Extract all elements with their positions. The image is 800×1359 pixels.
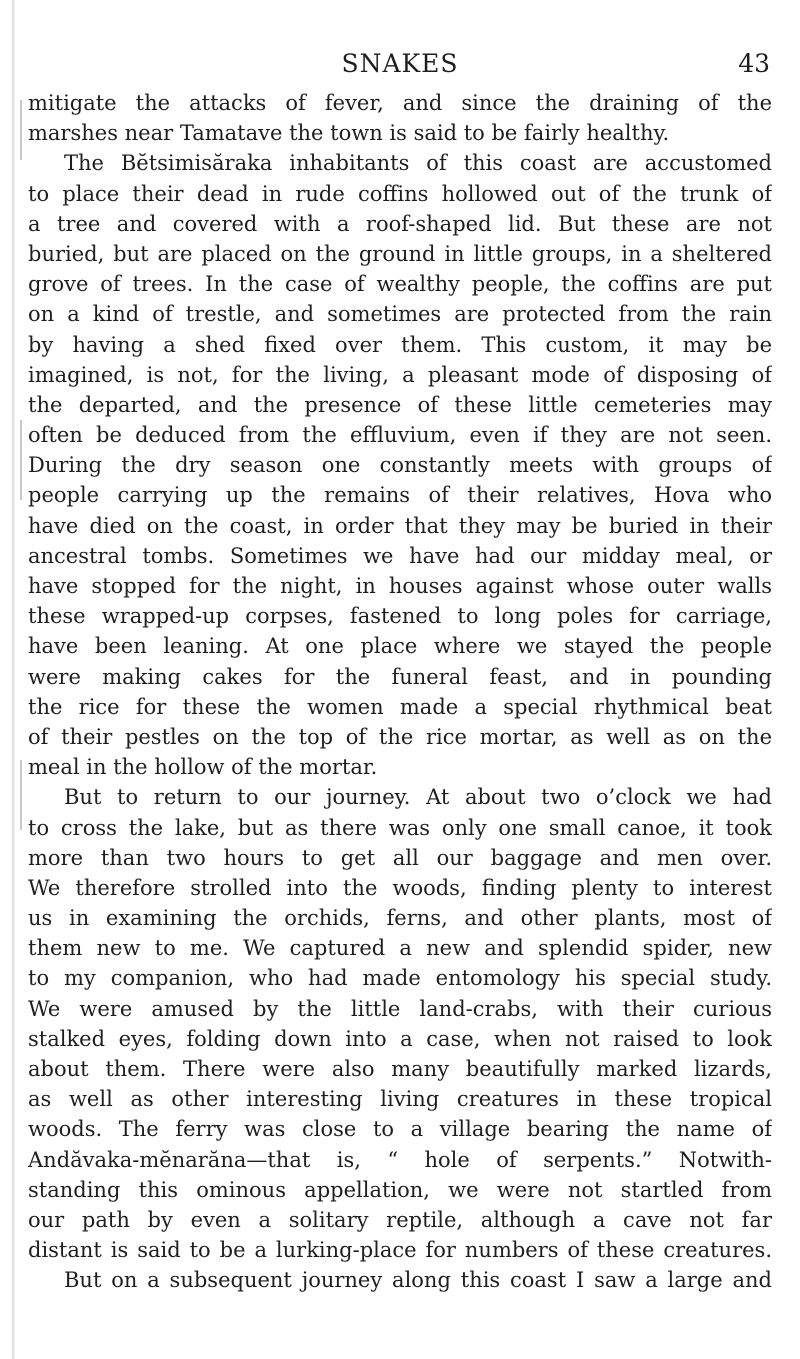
text-line: the departed, and the presence of these little cemeteries may xyxy=(28,392,772,417)
text-line: We were amused by the little land-crabs, with their curious xyxy=(28,996,772,1021)
text-line: these wrapped-up corpses, fastened to long poles for carriage, xyxy=(28,604,772,629)
text-line: about them. There were also many beautifully marked lizards, xyxy=(28,1057,772,1081)
text-line: imagined, is not, for the living, a pleasant mode of disposing of xyxy=(28,362,772,387)
text-line: often be deduced from the effluvium, even if they are not seen. xyxy=(28,423,772,448)
gutter-mark xyxy=(20,760,22,830)
text-line: to cross the lake, but as there was only one small canoe, it took xyxy=(28,815,772,840)
text-line: the rice for these the women made a special rhythmical beat xyxy=(28,694,772,719)
text-line: us in examining the orchids, ferns, and other plants, most of xyxy=(28,906,772,931)
text-line: have stopped for the night, in houses against whose outer walls xyxy=(28,574,772,598)
page-gutter-shadow xyxy=(12,0,15,1359)
text-line: Andăvaka-mĕnarăna—that is, “ hole of serpents.” Notwith- xyxy=(28,1147,772,1172)
text-line: During the dry season one constantly meets with groups of xyxy=(28,453,772,478)
text-line: people carrying up the remains of their relatives, Hova who xyxy=(28,483,772,508)
text-line: The Bĕtsimisăraka inhabitants of this coast are accustomed xyxy=(64,151,772,176)
gutter-mark xyxy=(20,420,22,500)
text-line: We therefore strolled into the woods, finding plenty to interest xyxy=(28,875,772,900)
text-line: But on a subsequent journey along this coast I saw a large and xyxy=(64,1268,772,1293)
text-line: grove of trees. In the case of wealthy people, the coffins are put xyxy=(28,272,772,297)
text-line: our path by even a solitary reptile, although a cave not far xyxy=(28,1207,772,1232)
text-line: marshes near Tamatave the town is said to be fairly healthy. xyxy=(28,121,670,146)
text-line: mitigate the attacks of fever, and since the draining of the xyxy=(28,91,772,115)
page-number: 43 xyxy=(738,49,770,78)
text-line: by having a shed fixed over them. This custom, it may be xyxy=(28,332,772,357)
text-line: standing this ominous appellation, we were not startled from xyxy=(28,1177,772,1202)
text-line: ancestral tombs. Sometimes we have had our midday meal, or xyxy=(28,543,772,568)
text-line: to place their dead in rude coffins hollowed out of the trunk of xyxy=(28,181,772,206)
text-line: But to return to our journey. At about two o’clock we had xyxy=(64,785,772,810)
text-line: buried, but are placed on the ground in little groups, in a sheltered xyxy=(28,241,772,266)
text-line: have been leaning. At one place where we stayed the people xyxy=(28,634,772,659)
text-line: have died on the coast, in order that they may be buried in their xyxy=(28,513,772,538)
running-head xyxy=(30,48,770,80)
text-line: meal in the hollow of the mortar. xyxy=(28,755,378,780)
text-line: of their pestles on the top of the rice mortar, as well as on the xyxy=(28,724,772,749)
running-title: SNAKES xyxy=(341,49,459,78)
gutter-mark xyxy=(20,100,22,160)
text-line: as well as other interesting living creatures in these tropical xyxy=(28,1087,772,1112)
body-text xyxy=(28,88,772,1296)
text-line: woods. The ferry was close to a village bearing the name of xyxy=(28,1117,772,1142)
text-line: more than two hours to get all our baggage and men over. xyxy=(28,845,772,870)
text-line: were making cakes for the funeral feast, and in pounding xyxy=(28,664,772,689)
text-line: stalked eyes, folding down into a case, when not raised to look xyxy=(28,1026,772,1051)
text-line: on a kind of trestle, and sometimes are protected from the rain xyxy=(28,302,772,327)
text-line: to my companion, who had made entomology his special study. xyxy=(28,966,772,991)
text-line: them new to me. We captured a new and splendid spider, new xyxy=(28,936,772,961)
text-line: distant is said to be a lurking-place for numbers of these creatures. xyxy=(28,1238,772,1263)
text-line: a tree and covered with a roof-shaped lid. But these are not xyxy=(28,211,772,236)
